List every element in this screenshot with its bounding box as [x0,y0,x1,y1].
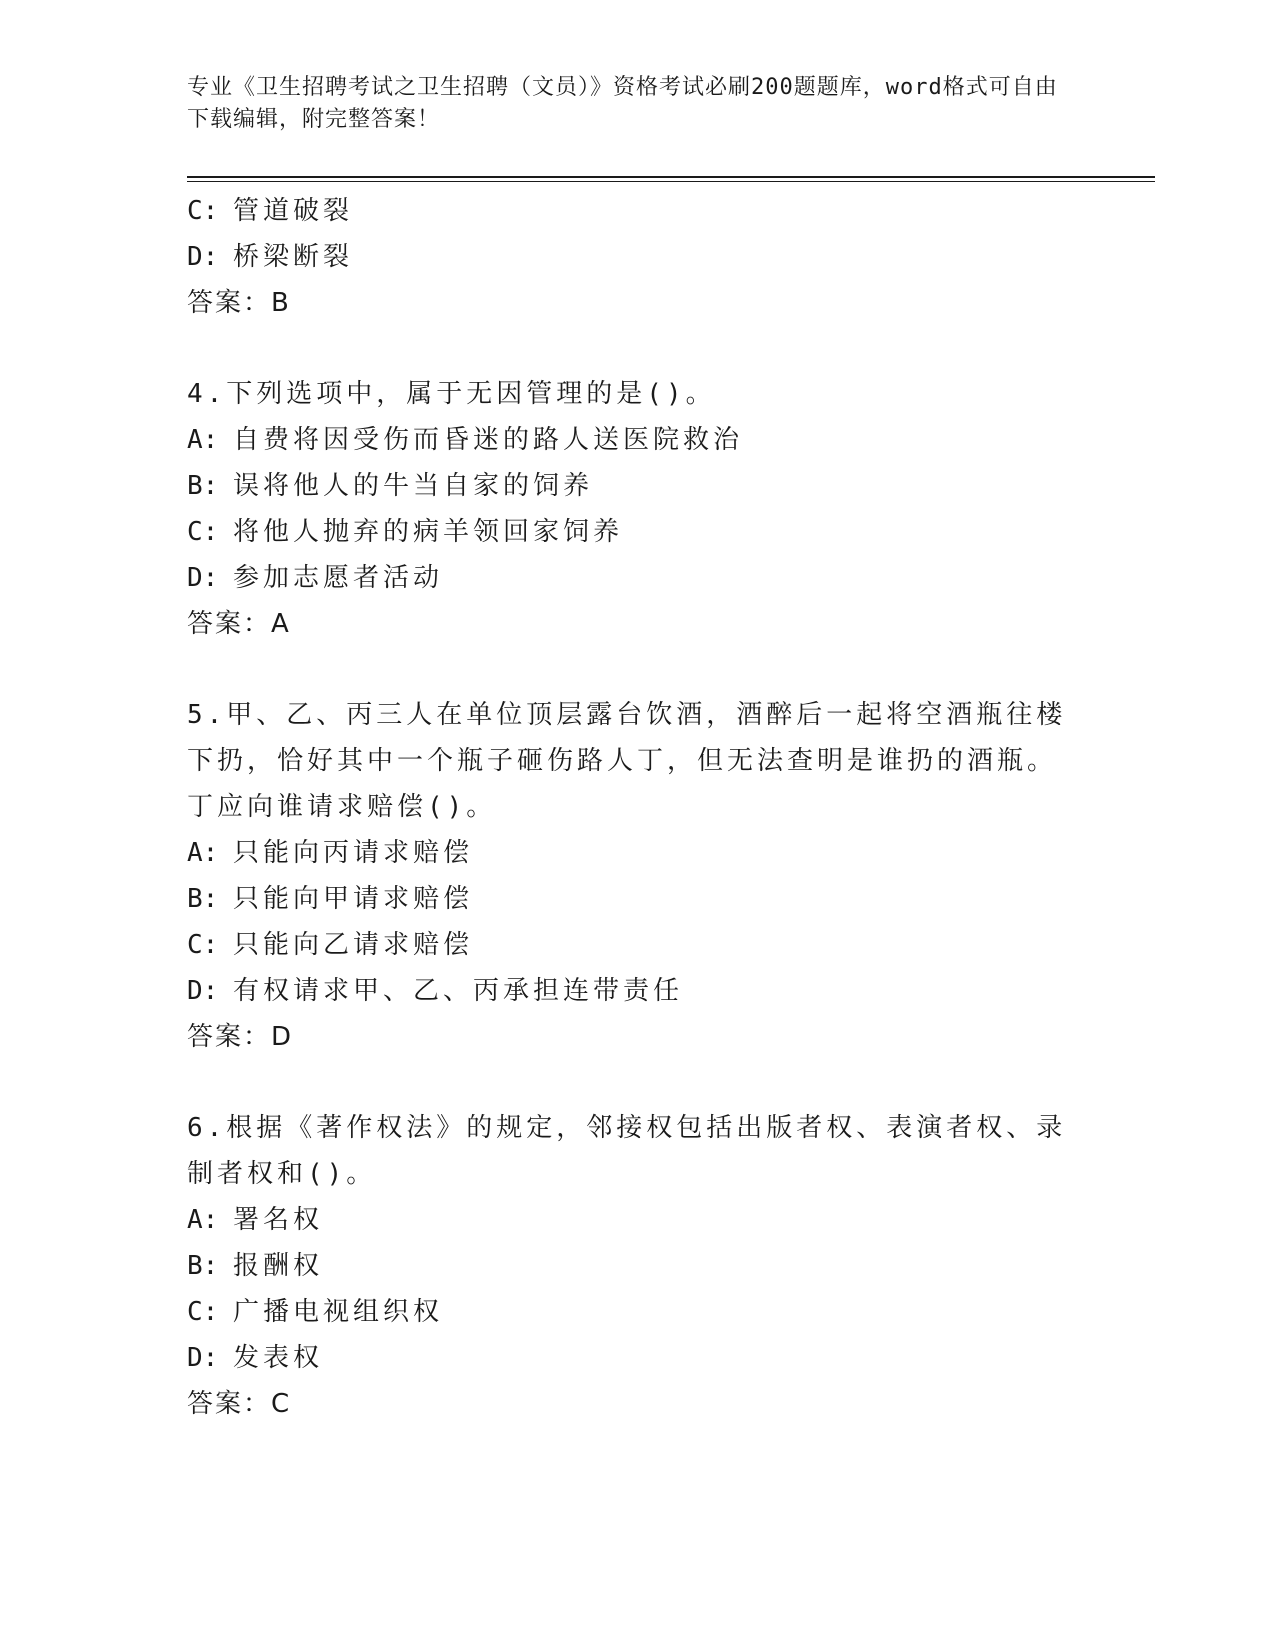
option-b [187,1243,1067,1289]
option-c [187,1289,1067,1335]
option-label: C: [187,517,219,547]
question-6 [187,1105,1067,1427]
option-text: 有权请求甲、乙、丙承担连带责任 [233,976,684,1006]
answer-line: 答案：C [187,1389,292,1419]
option-b [187,876,1067,922]
option-label: C: [187,930,219,960]
answer-line: 答案：A [187,609,291,639]
option-text: 署名权 [233,1205,324,1235]
option-text: 广播电视组织权 [233,1297,444,1327]
question-5 [187,692,1067,1060]
option-d [187,968,1067,1014]
option-label: D: [187,976,219,1006]
option-text: 只能向乙请求赔偿 [233,930,474,960]
option-text: 误将他人的牛当自家的饲养 [233,471,594,501]
option-c [187,509,1067,555]
option-text: 自费将因受伤而昏迷的路人送医院救治 [233,425,744,455]
option-c [187,188,1067,234]
question-list [187,188,1067,1427]
header-divider-thin [187,181,1155,182]
option-d [187,555,1067,601]
spacer [187,647,1067,692]
option-label: D: [187,1343,219,1373]
document-header: 专业《卫生招聘考试之卫生招聘（文员）》资格考试必刷200题题库，word格式可自由下载编辑，附完整答案！ [187,75,1058,132]
option-label: A: [187,838,219,868]
answer-line: 答案：B [187,288,291,318]
option-label: B: [187,884,219,914]
spacer [187,326,1067,371]
option-text: 只能向丙请求赔偿 [233,838,474,868]
question-stem: 4.下列选项中，属于无因管理的是()。 [187,379,716,409]
option-label: D: [187,563,219,593]
option-label: A: [187,425,219,455]
header-divider-thick [187,176,1155,178]
option-label: C: [187,196,219,226]
option-d [187,1335,1067,1381]
option-a [187,830,1067,876]
option-text: 报酬权 [233,1251,324,1281]
option-text: 桥梁断裂 [233,242,354,272]
option-d [187,234,1067,280]
option-label: A: [187,1205,219,1235]
option-label: C: [187,1297,219,1327]
option-a [187,1197,1067,1243]
option-label: D: [187,242,219,272]
option-text: 管道破裂 [233,196,354,226]
option-a [187,417,1067,463]
option-text: 发表权 [233,1343,324,1373]
spacer [187,1060,1067,1105]
option-text: 将他人抛弃的病羊领回家饲养 [233,517,624,547]
option-label: B: [187,471,219,501]
option-c [187,922,1067,968]
option-text: 参加志愿者活动 [233,563,444,593]
answer-line: 答案：D [187,1022,294,1052]
option-b [187,463,1067,509]
continued-question [187,188,1067,326]
option-text: 只能向甲请求赔偿 [233,884,474,914]
question-stem: 6.根据《著作权法》的规定，邻接权包括出版者权、表演者权、录制者权和()。 [187,1113,1067,1189]
option-label: B: [187,1251,219,1281]
question-4 [187,371,1067,647]
question-stem: 5.甲、乙、丙三人在单位顶层露台饮酒，酒醉后一起将空酒瓶往楼下扔，恰好其中一个瓶子砸伤路人丁，但无法查明是谁扔的酒瓶。丁应向谁请求赔偿()。 [187,700,1067,822]
